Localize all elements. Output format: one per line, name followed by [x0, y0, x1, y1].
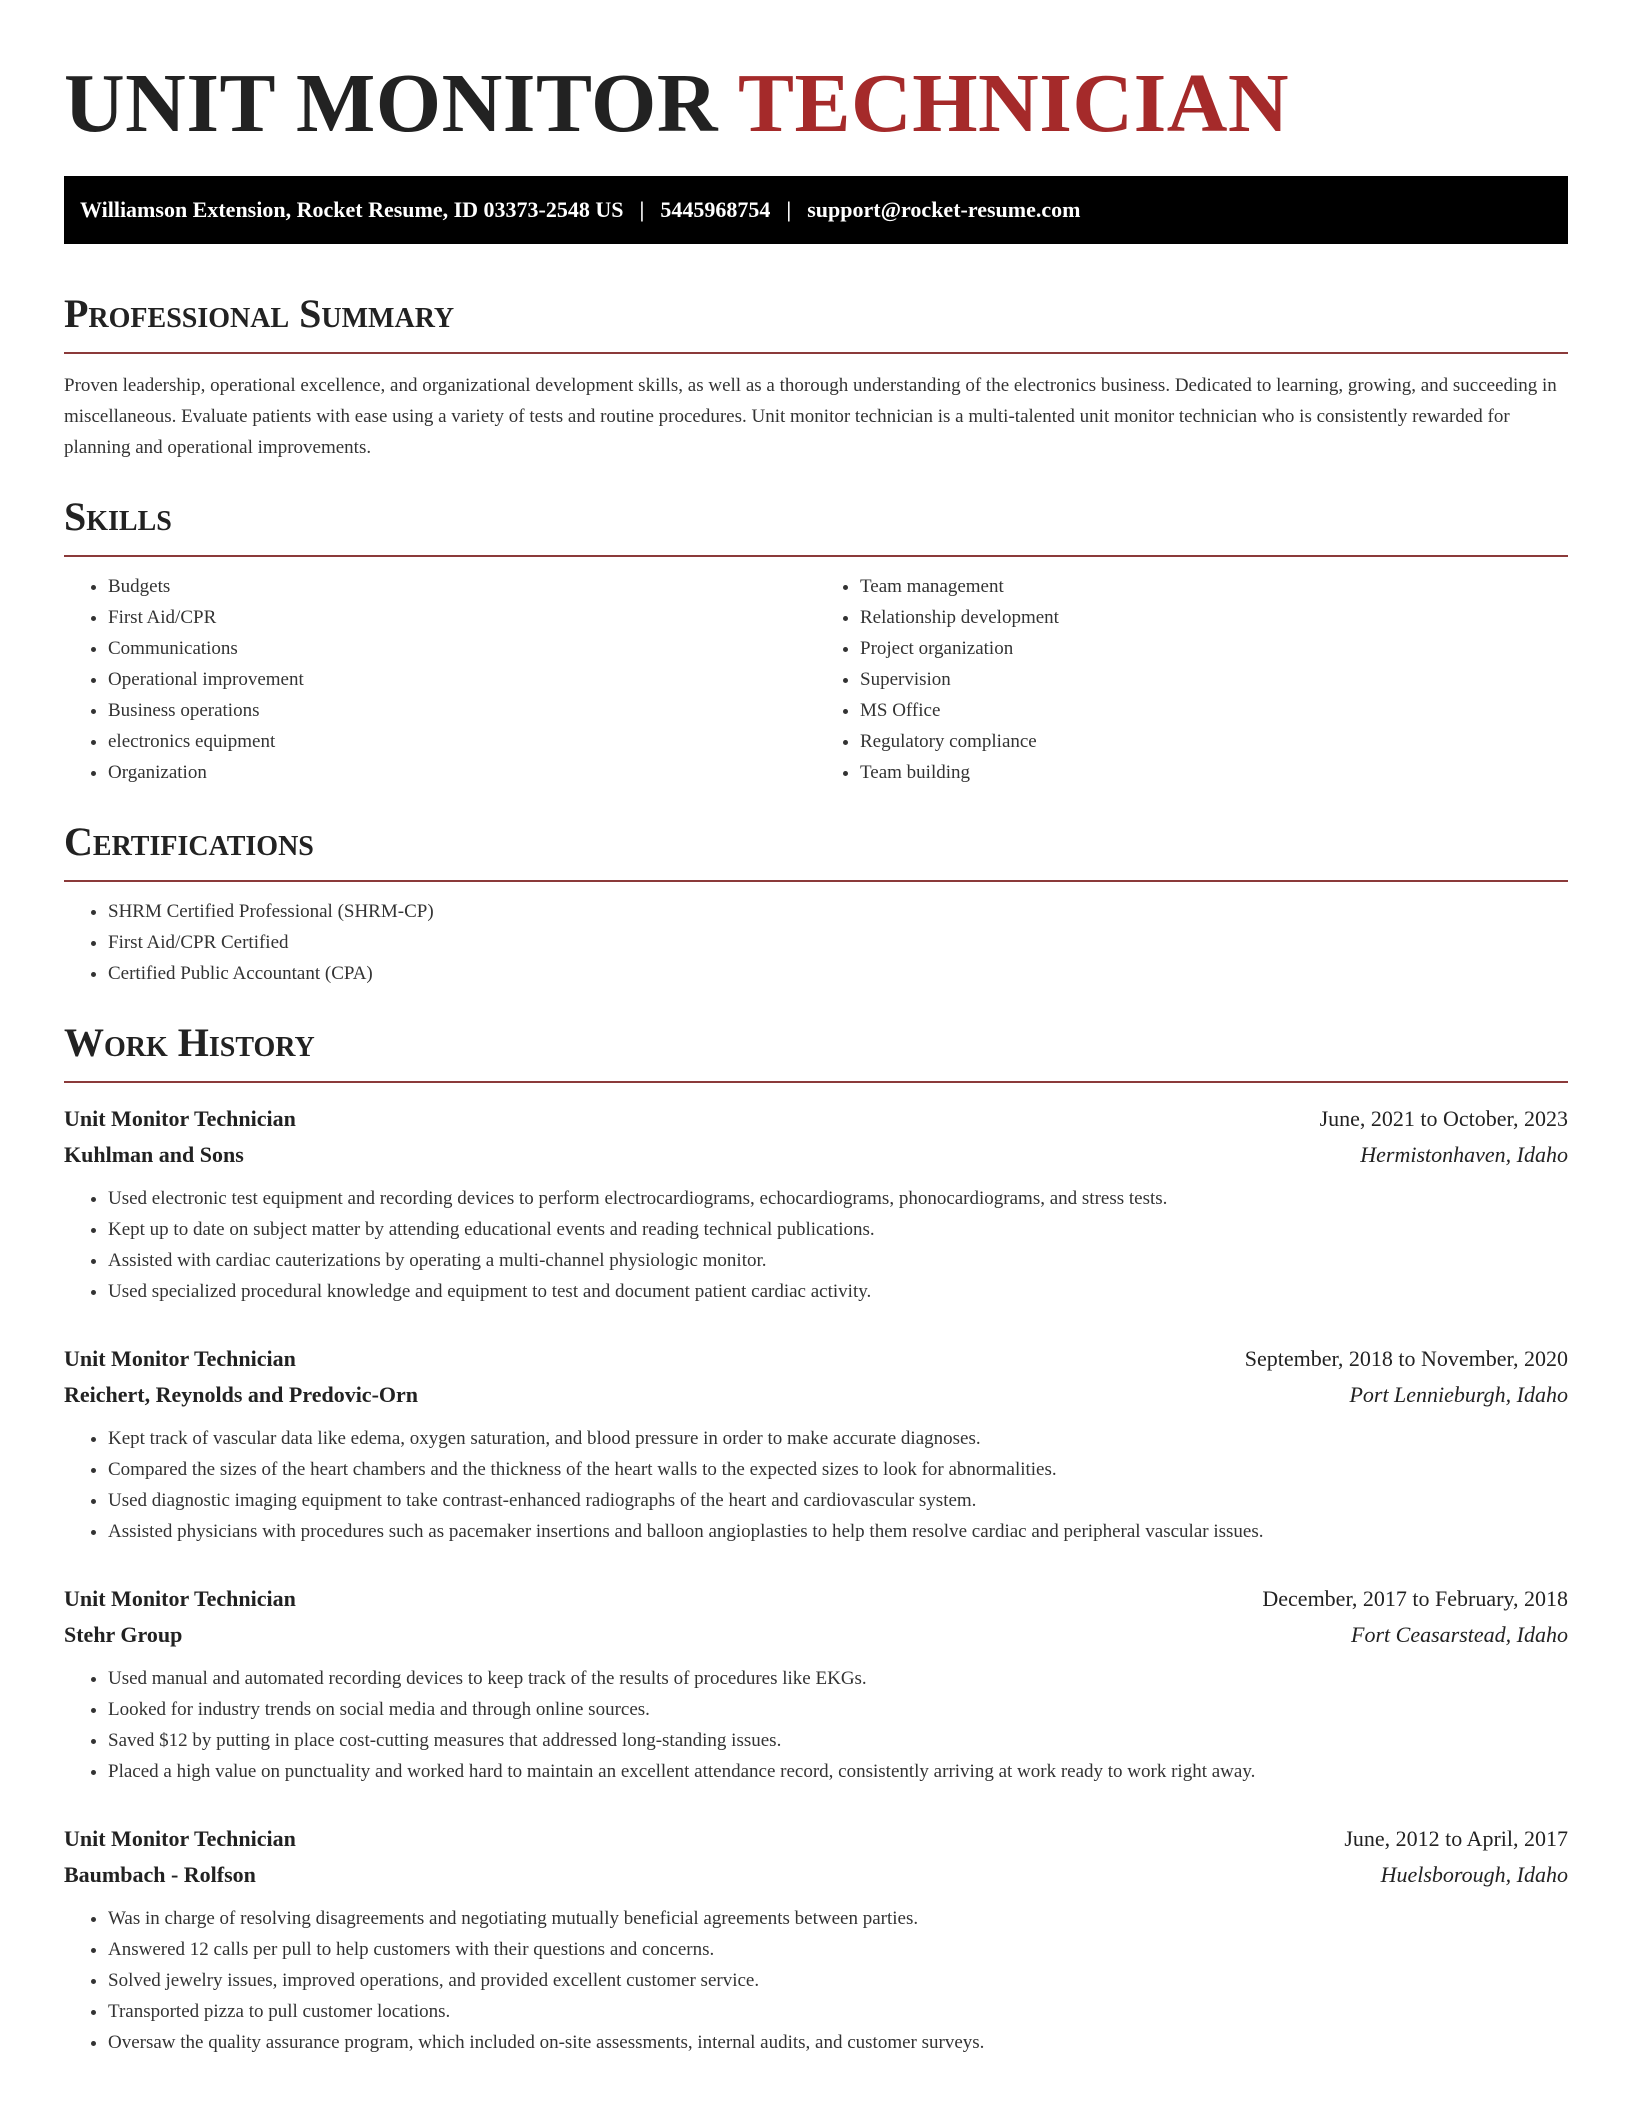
job-duty-item: • Used electronic test equipment and recording devices to perform electrocardiograms, echocardiograms, phonocardiograms, and stress tests. [108, 1183, 1568, 1214]
section-title-summary: Professional Summary [64, 290, 1568, 354]
job-duty-item: • Looked for industry trends on social media and through online sources. [108, 1694, 1568, 1725]
job-duties-list [64, 1903, 1568, 2058]
job-entry [64, 1821, 1568, 2058]
job-duty-item: • Used manual and automated recording devices to keep track of the results of procedures like EKGs. [108, 1663, 1568, 1694]
job-duty-item: • Assisted with cardiac cauterizations by operating a multi-channel physiologic monitor. [108, 1245, 1568, 1276]
skills-list-left [64, 571, 816, 788]
job-duty-item: • Placed a high value on punctuality and worked hard to maintain an excellent attendance record, consistently arriving at work ready to work right away. [108, 1756, 1568, 1787]
section-title-certifications: Certifications [64, 818, 1568, 882]
job-duty-item: • Compared the sizes of the heart chambers and the thickness of the heart walls to the expected sizes to look for abnormalities. [108, 1454, 1568, 1485]
skill-item: • Team management [860, 571, 1568, 602]
contact-phone: 5445968754 [660, 197, 771, 222]
job-header-row [64, 1821, 1568, 1857]
name-first: UNIT MONITOR [64, 57, 719, 150]
job-entry [64, 1341, 1568, 1547]
certification-item: • Certified Public Accountant (CPA) [108, 958, 1568, 989]
job-duty-item: • Was in charge of resolving disagreements and negotiating mutually beneficial agreements between parties. [108, 1903, 1568, 1934]
job-duty-item: • Used diagnostic imaging equipment to take contrast-enhanced radiographs of the heart and cardiovascular system. [108, 1485, 1568, 1516]
job-duty-item: • Used specialized procedural knowledge and equipment to test and document patient cardiac activity. [108, 1276, 1568, 1307]
skill-item: • Budgets [108, 571, 816, 602]
contact-bar [64, 176, 1568, 244]
certification-item: • SHRM Certified Professional (SHRM-CP) [108, 896, 1568, 927]
job-duty-item: • Kept up to date on subject matter by attending educational events and reading technical publications. [108, 1214, 1568, 1245]
section-title-skills: Skills [64, 493, 1568, 557]
job-duty-item: • Solved jewelry issues, improved operations, and provided excellent customer service. [108, 1965, 1568, 1996]
job-duties-list [64, 1663, 1568, 1787]
skill-item: • First Aid/CPR [108, 602, 816, 633]
job-company: Stehr Group [64, 1622, 183, 1647]
job-duty-item: • Answered 12 calls per pull to help customers with their questions and concerns. [108, 1934, 1568, 1965]
contact-address: Williamson Extension, Rocket Resume, ID 03373-2548 US [80, 197, 624, 222]
candidate-name [64, 56, 1568, 152]
skills-grid [64, 557, 1568, 788]
job-location: Port Lennieburgh, Idaho [1349, 1382, 1568, 1407]
job-header-row [64, 1341, 1568, 1377]
skill-item: • Relationship development [860, 602, 1568, 633]
job-duties-list [64, 1423, 1568, 1547]
skill-item: • Supervision [860, 664, 1568, 695]
job-company-row [64, 1617, 1568, 1653]
job-dates: September, 2018 to November, 2020 [1244, 1346, 1568, 1371]
skill-item: • Regulatory compliance [860, 726, 1568, 757]
skill-item: • Operational improvement [108, 664, 816, 695]
job-location: Fort Ceasarstead, Idaho [1351, 1622, 1568, 1647]
name-last: TECHNICIAN [738, 57, 1290, 150]
section-title-work-history: Work History [64, 1019, 1568, 1083]
job-location: Huelsborough, Idaho [1380, 1862, 1568, 1887]
contact-email: support@rocket-resume.com [807, 197, 1081, 222]
job-entry [64, 1101, 1568, 1307]
certification-item: • First Aid/CPR Certified [108, 927, 1568, 958]
skill-item: • Communications [108, 633, 816, 664]
job-company: Reichert, Reynolds and Predovic-Orn [64, 1382, 419, 1407]
job-header-row [64, 1581, 1568, 1617]
contact-separator: | [786, 197, 792, 222]
certifications-list [64, 896, 1568, 989]
job-duty-item: • Kept track of vascular data like edema, oxygen saturation, and blood pressure in order to make accurate diagnoses. [108, 1423, 1568, 1454]
job-company: Baumbach - Rolfson [64, 1862, 256, 1887]
job-duties-list [64, 1183, 1568, 1307]
job-title: Unit Monitor Technician [64, 1826, 296, 1851]
skill-item: • Business operations [108, 695, 816, 726]
skill-item: • electronics equipment [108, 726, 816, 757]
job-title: Unit Monitor Technician [64, 1106, 296, 1131]
skills-list-right [816, 571, 1568, 788]
skill-item: • Organization [108, 757, 816, 788]
job-header-row [64, 1101, 1568, 1137]
job-dates: June, 2012 to April, 2017 [1344, 1826, 1568, 1851]
job-company-row [64, 1377, 1568, 1413]
job-company-row [64, 1857, 1568, 1893]
job-company: Kuhlman and Sons [64, 1142, 244, 1167]
job-dates: June, 2021 to October, 2023 [1319, 1106, 1568, 1131]
job-company-row [64, 1137, 1568, 1173]
skill-item: • Team building [860, 757, 1568, 788]
job-duty-item: • Transported pizza to pull customer locations. [108, 1996, 1568, 2027]
contact-separator: | [639, 197, 645, 222]
job-duty-item: • Oversaw the quality assurance program, which included on-site assessments, internal audits, and customer surveys. [108, 2027, 1568, 2058]
job-duty-item: • Saved $12 by putting in place cost-cutting measures that addressed long-standing issues. [108, 1725, 1568, 1756]
job-title: Unit Monitor Technician [64, 1346, 296, 1371]
job-entry [64, 1581, 1568, 1787]
summary-text: Proven leadership, operational excellence, and organizational development skills, as well as a thorough understanding of the electronics business. Dedicated to learning, growing, and succeeding in miscellaneous. Evaluate patients with ease using a variety of tests and routine procedures. Unit monitor technician is a multi-talented unit monitor technician who is consistently rewarded for planning and operational improvements. [64, 375, 1557, 458]
skill-item: • Project organization [860, 633, 1568, 664]
job-dates: December, 2017 to February, 2018 [1262, 1586, 1568, 1611]
job-location: Hermistonhaven, Idaho [1360, 1142, 1568, 1167]
skill-item: • MS Office [860, 695, 1568, 726]
job-duty-item: • Assisted physicians with procedures such as pacemaker insertions and balloon angioplasties to help them resolve cardiac and peripheral vascular issues. [108, 1516, 1568, 1547]
job-title: Unit Monitor Technician [64, 1586, 296, 1611]
